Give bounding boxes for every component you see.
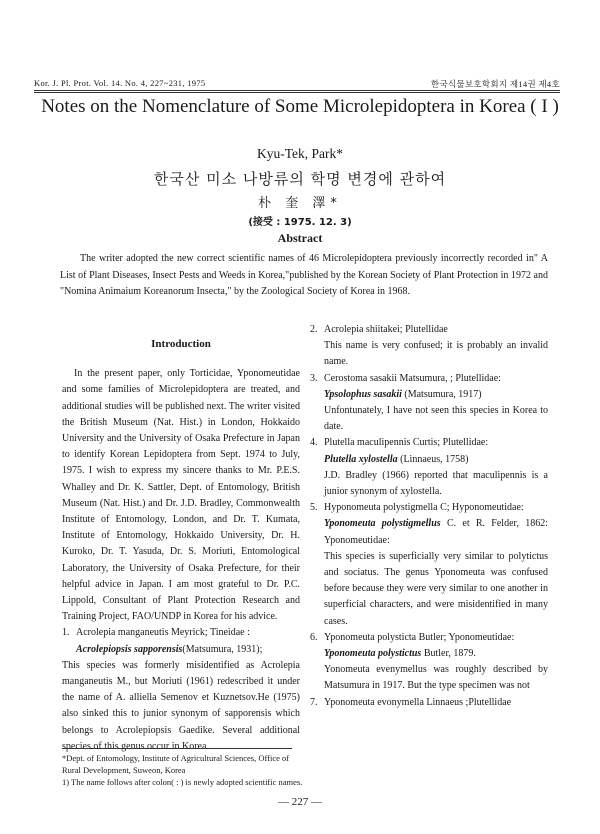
- abstract-text: The writer adopted the new correct scientific names of 46 Microlepidoptera previously incorrectly recorded in" A List of Plant Diseases, Insect Pests and Weeds in Korea,"published by the Korean Society of Plant Protection in 1972 and "Nomina Animaium Koreanorum Insecta," by the Zoological Society of Korea in 1968.: [60, 253, 548, 297]
- entry-old-name: Acrolepia shiitakei; Plutellidae: [324, 324, 448, 335]
- left-column: [62, 330, 300, 755]
- entry-new-name-species: Plutella xylostella: [324, 453, 398, 465]
- entry-body: Yonomeuta evenymellus was roughly described by Matsumura in 1917. But the type specimen was not: [324, 664, 548, 692]
- entry-number: 7.: [310, 696, 318, 708]
- right-column: [310, 322, 548, 711]
- footnote-affiliation: *Dept. of Entomology, Institute of Agricultural Sciences, Office of: [62, 753, 290, 763]
- entry-body: This species was formerly misidentified as Acrolepia manganeutis M., but Moriuti (1961) redescribed it under the name of A. alliella Semenov et Kuznetsov.He (1975) also sinked this to junior synonym of sapporensis which belongs to Acrolepiopsis Gaedike. Several additional species of this genus occur in Korea.: [62, 659, 300, 752]
- footnote-rule: [62, 748, 292, 749]
- entry-new-name-author: (Linnaeus, 1758): [400, 453, 469, 465]
- footnotes: [62, 752, 542, 788]
- entry-new-name-author: C. et R. Felder, 1862: Yponomeutidae:: [324, 518, 549, 546]
- entry-number: 1.: [62, 627, 70, 639]
- entry-new-name-species: Yponomeuta polystigmellus: [324, 518, 441, 530]
- entry-body: J.D. Bradley (1966) reported that maculipennis is a junior synonym of xylostella.: [324, 469, 548, 498]
- footnote-naming-note: 1) The name follows after colon( : ) is newly adopted scientific names.: [62, 777, 303, 787]
- journal-citation: Kor. J. Pl. Prot. Vol. 14. No. 4, 227~231, 1975: [34, 78, 206, 88]
- entry-2: [310, 322, 548, 338]
- korean-title: 한국산 미소 나방류의 학명 변경에 관하여: [153, 170, 447, 188]
- entry-new-name-author: (Matsumura, 1931);: [182, 643, 263, 655]
- entry-new-name-author: Butler, 1879.: [423, 648, 476, 660]
- entry-number: 4.: [310, 437, 318, 449]
- entry-body: This name is very confused; it is probably an invalid name.: [324, 340, 548, 368]
- entry-new-name: [310, 516, 548, 548]
- entry-old-name: Hyponomeuta polystigmella C; Hyponomeutidae:: [324, 502, 524, 514]
- header-rule-bottom: [34, 92, 560, 93]
- entry-number: 6.: [310, 631, 318, 643]
- entry-body: Unfontunately, I have not seen this species in Korea to date.: [324, 405, 548, 433]
- entry-new-name-author: (Matsumura, 1917): [404, 388, 482, 400]
- entry-1: [62, 625, 300, 641]
- abstract-heading: Abstract: [277, 231, 323, 245]
- entry-4: [310, 435, 548, 451]
- introduction-heading: Introduction: [151, 338, 211, 350]
- entry-7: [310, 695, 548, 711]
- entry-old-name: Cerostoma sasakii Matsumura, ; Plutellidae:: [324, 372, 501, 384]
- entry-body: This species is superficially very similar to polytictus and sociatus. The genus Yponomeuta was confused before because they were very similar to one another in superficial characters, and were misidentified in many cases.: [324, 550, 548, 627]
- entry-new-name-species: Ypsolophus sasakii: [324, 388, 402, 400]
- entry-new-name: [310, 646, 548, 662]
- entry-number: 3.: [310, 372, 318, 384]
- entry-new-name: [62, 642, 300, 658]
- entry-new-name: [310, 387, 548, 403]
- footnote-affiliation-cont: Rural Development, Suweon, Korea: [62, 765, 186, 775]
- entry-new-name: [310, 452, 548, 468]
- paper-title: Notes on the Nomenclature of Some Microlepidoptera in Korea ( I ): [41, 96, 559, 117]
- header-rule-top: [34, 90, 560, 91]
- entry-number: 2.: [310, 324, 318, 335]
- entry-new-name-species: Acrolepiopsis sapporensis: [76, 643, 183, 655]
- introduction-text: In the present paper, only Torticidae, Yponomeutidae and some families of Microlepidoptera are treated, and additional studies will be published next. The writer visited the British Museum (Nat. Hist.) in London, Hokkaido University and the University of Osaka Prefecture in Japan to identify Korean Lepidoptera from Sept. 1974 to July, 1975. I wish to express my sincere thanks to Mr. P.E.S. Whalley and Dr. K. Sattler, Dept. of Entomology, British Museum (Nat. Hist.) and Dr. J.D. Bradley, Commonwealth Institute of Entomology, London, and Dr. T. Kumata, Institute of Entomology, Hokkaido University, Dr. H. Kuroko, Dr. T. Yasuda, Dr. S. Moriuti, Entomological Laboratory, the University of Osaka Prefecture, for their helpful advice in Japan. I am most grateful to Dr. P.C. Lippold, Consultant of Plant Protection Research and Training Project, FAO/UNDP in Korea for his advice.: [62, 368, 300, 623]
- journal-korean-name: 한국식물보호학회지 제14권 제4호: [430, 79, 560, 89]
- korean-author-name: 朴 奎 澤*: [258, 196, 342, 211]
- entry-old-name: Yponomeuta evonymella Linnaeus ;Plutellidae: [324, 696, 512, 708]
- entry-6: [310, 630, 548, 646]
- author-name: Kyu-Tek, Park*: [256, 146, 344, 161]
- entry-new-name-species: Yponomeuta polystictus: [324, 648, 422, 660]
- entry-old-name: Plutella maculipennis Curtis; Plutellidae:: [324, 437, 489, 449]
- entry-old-name: Yponomeuta polysticta Butler; Yponomeutidae:: [324, 631, 515, 643]
- page-number: — 227 —: [278, 796, 322, 808]
- entry-5: [310, 500, 548, 516]
- entry-old-name: Acrolepia manganeutis Meyrick; Tineidae :: [76, 627, 250, 639]
- entry-3: [310, 371, 548, 387]
- entry-number: 5.: [310, 502, 318, 514]
- received-date: (接受 : 1975. 12. 3): [248, 217, 352, 228]
